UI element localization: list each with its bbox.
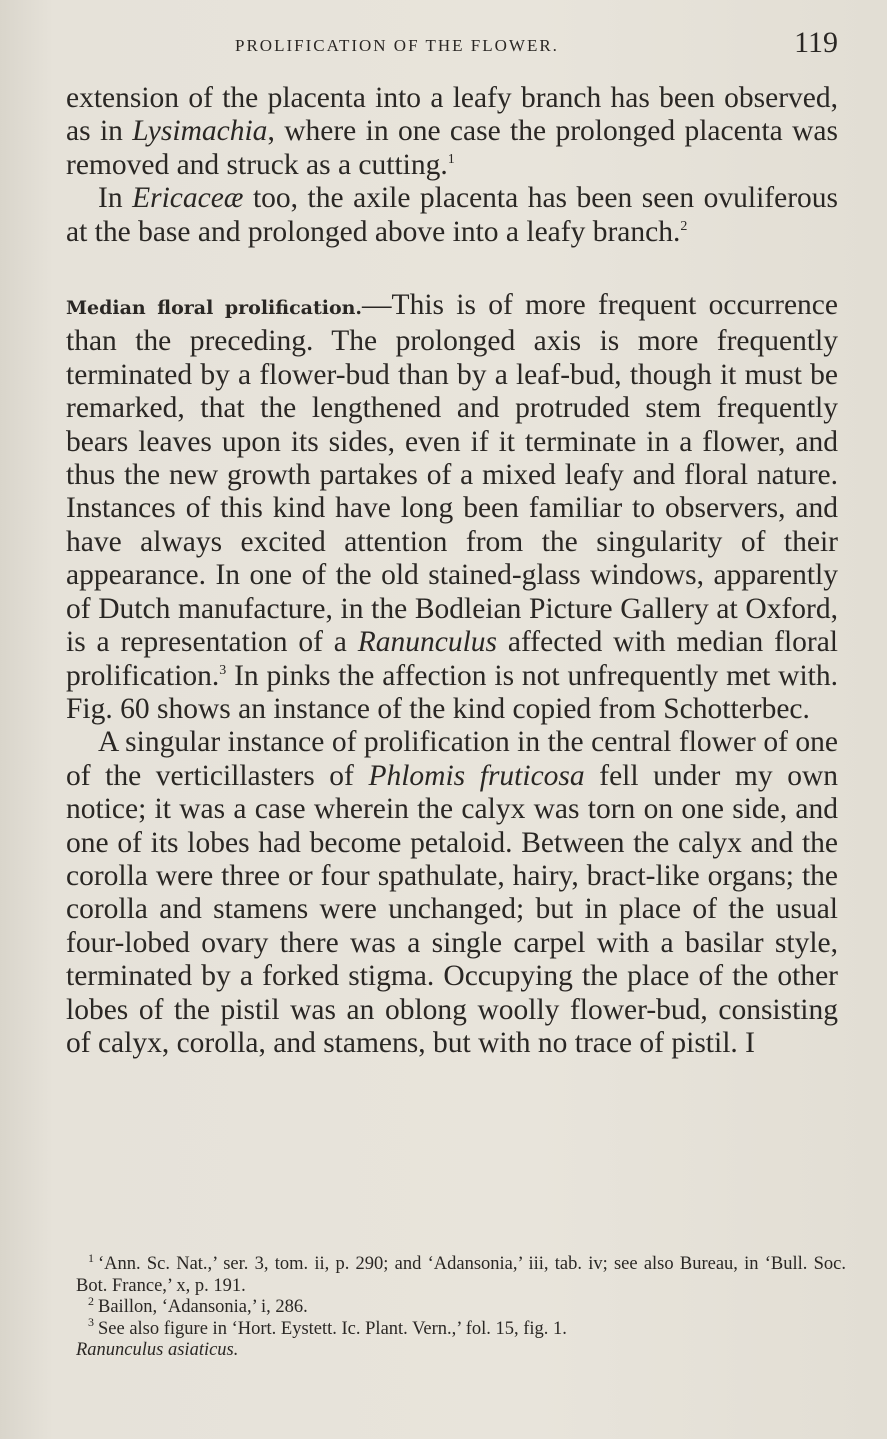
page-number: 119 (794, 26, 838, 59)
paragraph-median-prolification (66, 289, 838, 726)
footnotes (76, 1250, 846, 1362)
text-run: too, the axile placenta has been seen ovuliferous at the base and prolonged above into a leafy branch. (66, 182, 838, 248)
text-run: , where in one case the prolonged placenta was removed and struck as a cutting. (66, 115, 838, 181)
paragraph-placenta (66, 82, 838, 182)
text-run: affected with median floral prolification. (66, 626, 839, 692)
text-run: In pinks the affection is not unfrequently met with. Fig. 60 shows an instance of the kind copied from Schotterbec. (66, 659, 838, 725)
footnote-ref: 3 (219, 662, 227, 678)
page-header (60, 26, 842, 66)
family-name: Ericaceæ (132, 182, 244, 215)
footnote-ref: 1 (447, 151, 455, 167)
paragraph-phlomis (66, 726, 838, 1060)
genus-name: Lysimachia (132, 115, 268, 148)
section-gap (66, 249, 838, 289)
running-head: PROLIFICATION OF THE FLOWER. (235, 36, 559, 55)
footnote-text: ‘Ann. Sc. Nat.,’ ser. 3, tom. ii, p. 290; and ‘Adansonia,’ iii, tab. iv; see also Bureau, in ‘Bull. Soc. Bot. France,’ x, p. 191. (76, 1254, 846, 1296)
text-run: —This is of more frequent occurrence than the preceding. The prolonged axis is more frequently terminated by a flower-bud than by a leaf-bud, though it must be remarked, that the lengthened and protruded stem frequently bears leaves upon its sides, even if it terminate in a flower, and thus the new growth partakes of a mixed leafy and floral nature. Instances of this kind have long been familiar to observers, and have always excited attention from the singularity of their appearance. In one of the old stained-glass windows, apparently of Dutch manufacture, in the Bodleian Picture Gallery at Oxford, is a representation of a (66, 289, 838, 659)
text-run: fell under my own notice; it was a case wherein the calyx was torn on one side, and one of its lobes had become petaloid. Between the calyx and the corolla were three or four spathulate, hairy, bract-like organs; the corolla and stamens were unchanged; but in place of the usual four-lobed ovary there was a single carpel with a basilar style, terminated by a forked stigma. Occupying the place of the other lobes of the pistil was an oblong woolly flower-bud, consisting of calyx, corolla, and stamens, but with no trace of pistil. I (66, 759, 838, 1059)
species-name: Ranunculus asiaticus. (76, 1340, 239, 1360)
text-run: A singular instance of prolification in the central flower of one of the verticillasters of (66, 726, 838, 792)
footnote-1 (76, 1250, 846, 1297)
footnote-2 (76, 1293, 846, 1319)
footnote-3 (76, 1315, 846, 1362)
paragraph-ericaceae (66, 182, 838, 249)
footnote-mark: 3 (88, 1315, 94, 1330)
text-run: In (98, 182, 133, 215)
footnote-text: Baillon, ‘Adansonia,’ i, 286. (98, 1297, 308, 1317)
genus-name: Ranunculus (357, 626, 498, 659)
footnote-ref: 2 (680, 218, 688, 234)
section-heading: Median floral prolification. (66, 297, 363, 320)
body-text (66, 82, 838, 1060)
text-run: extension of the placenta into a leafy branch has been observed, as in (66, 82, 838, 148)
species-name: Phlomis fruticosa (368, 759, 585, 792)
footnote-text: See also figure in ‘Hort. Eystett. Ic. Plant. Vern.,’ fol. 15, fig. 1. (98, 1318, 567, 1339)
footnote-mark: 2 (88, 1293, 94, 1308)
footnote-mark: 1 (88, 1250, 94, 1265)
